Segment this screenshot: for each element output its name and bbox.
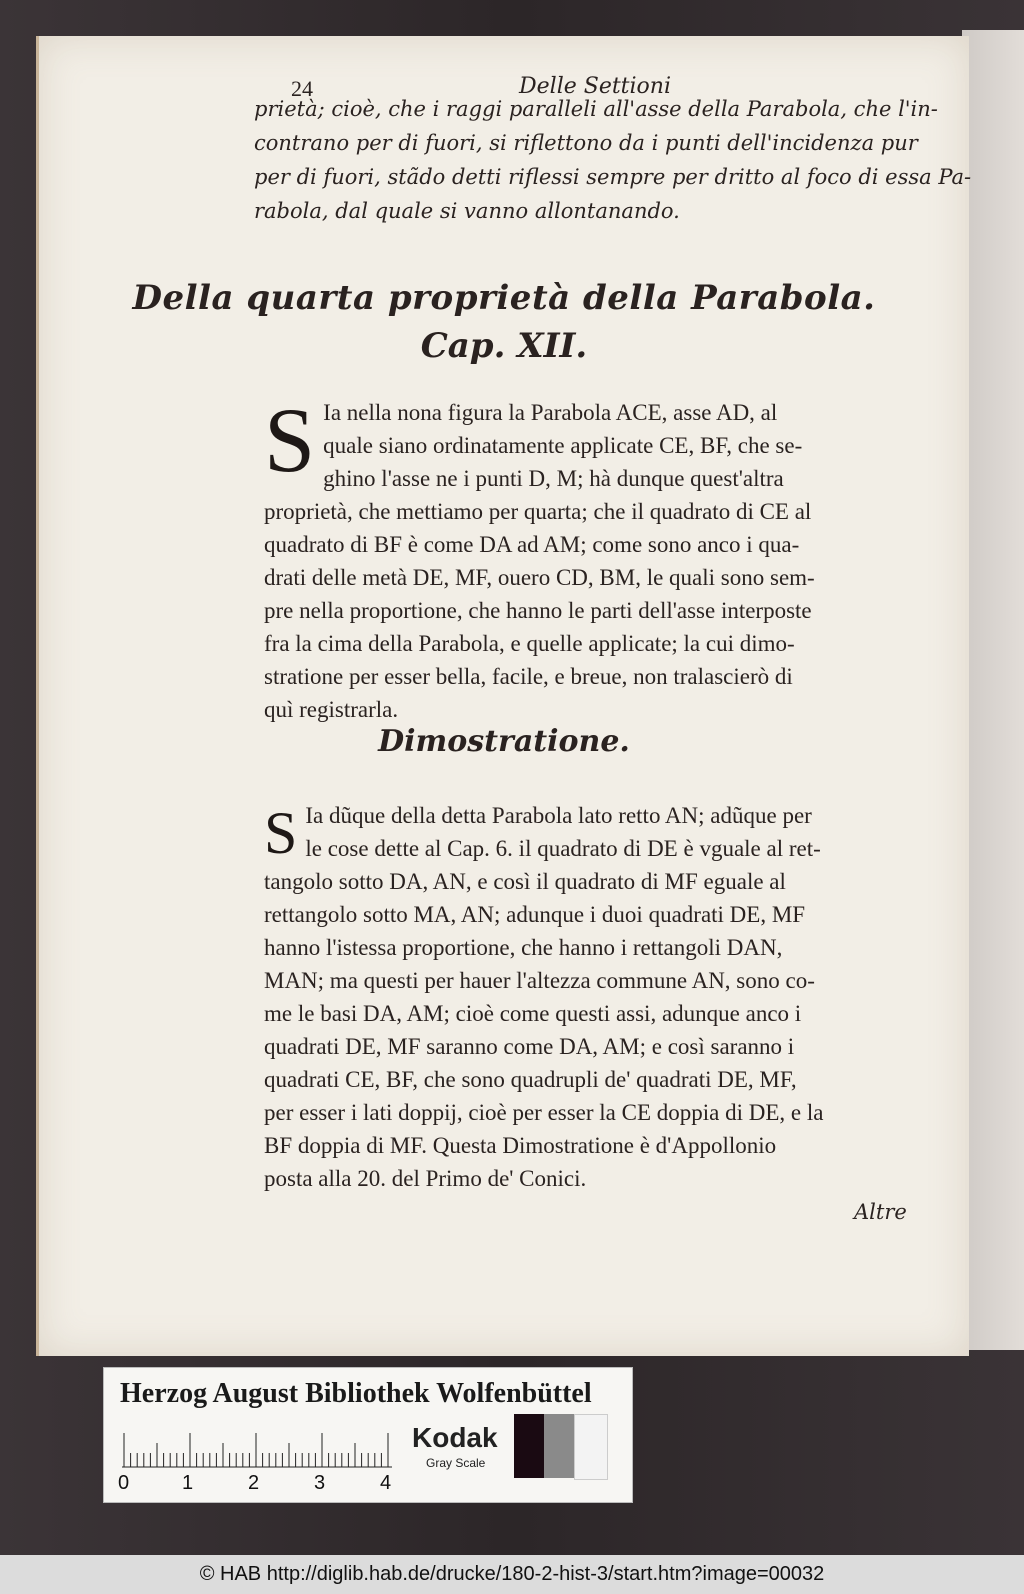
text-line: BF doppia di MF. Questa Dimostratione è d'Appollonio	[264, 1133, 777, 1158]
text-line: proprietà, che mettiamo per quarta; che il quadrato di CE al	[264, 499, 812, 524]
ruler-scale	[122, 1432, 392, 1468]
text-line: MAN; ma questi per hauer l'altezza commune AN, sono co-	[264, 968, 815, 993]
chapter-number: Cap. XII.	[420, 326, 588, 366]
paragraph	[264, 799, 954, 1195]
kodak-logo: Kodak	[412, 1422, 498, 1453]
text-line: prietà; cioè, che i raggi paralleli all'asse della Parabola, che l'in-	[254, 97, 938, 121]
gray-swatch-mid	[544, 1414, 574, 1478]
text-line: Ia nella nona figura la Parabola ACE, asse AD, al	[323, 400, 778, 425]
text-line: quadrati CE, BF, che sono quadrupli de' quadrati DE, MF,	[264, 1067, 797, 1092]
ruler-label: 1	[182, 1472, 194, 1494]
text-line: tangolo sotto DA, AN, e così il quadrato di MF eguale al	[264, 869, 786, 894]
ruler-label: 0	[118, 1472, 130, 1494]
paragraph	[264, 389, 954, 726]
ruler-label: 2	[248, 1472, 260, 1494]
text-line: le cose dette al Cap. 6. il quadrato di DE è vguale al ret-	[305, 836, 821, 861]
catchword: Altre	[854, 1200, 907, 1224]
text-line: quale siano ordinatamente applicate CE, BF, che se-	[323, 433, 803, 458]
text-line: quadrati DE, MF saranno come DA, AM; e così saranno i	[264, 1034, 795, 1059]
section-heading: Dimostratione.	[378, 724, 630, 759]
book-page	[36, 36, 972, 1356]
facing-page-edge	[962, 30, 1024, 1350]
chapter-title: Della quarta proprietà della Parabola.	[132, 278, 876, 318]
color-target-card	[103, 1367, 633, 1503]
text-line: stratione per esser bella, facile, e breue, non tralascierò di	[264, 664, 793, 689]
ruler-label: 4	[380, 1472, 392, 1494]
running-head: Delle Settioni	[519, 74, 672, 99]
text-line: ghino l'asse ne i punti D, M; hà dunque quest'altra	[323, 466, 784, 491]
gray-swatch-light	[574, 1414, 608, 1480]
drop-cap: S	[264, 800, 298, 866]
page-number: 24	[291, 76, 313, 101]
text-line: hanno l'istessa proportione, che hanno i rettangoli DAN,	[264, 935, 783, 960]
text-line: drati delle metà DE, MF, ouero CD, BM, le quali sono sem-	[264, 565, 815, 590]
intro-text	[254, 92, 972, 228]
text-line: fra la cima della Parabola, e quelle applicate; la cui dimo-	[264, 631, 795, 656]
library-name: Herzog August Bibliothek Wolfenbüttel	[120, 1378, 592, 1409]
text-line: rettangolo sotto MA, AN; adunque i duoi quadrati DE, MF	[264, 902, 806, 927]
text-line: quì registrarla.	[264, 697, 399, 722]
copyright-footer: © HAB http://diglib.hab.de/drucke/180-2-hist-3/start.htm?image=00032	[0, 1555, 1024, 1594]
drop-cap: S	[264, 389, 316, 491]
text-line: Ia dũque della detta Parabola lato retto AN; adũque per	[305, 803, 812, 828]
text-line: per di fuori, stãdo detti riflessi sempre per dritto al foco di essa Pa-	[254, 165, 972, 189]
text-line: quadrato di BF è come DA ad AM; come sono anco i qua-	[264, 532, 800, 557]
text-line: posta alla 20. del Primo de' Conici.	[264, 1166, 587, 1191]
ruler-label: 3	[314, 1472, 326, 1494]
gray-swatch-black	[514, 1414, 544, 1478]
text-line: rabola, dal quale si vanno allontanando.	[254, 199, 680, 223]
text-line: contrano per di fuori, si riflettono da i punti dell'incidenza pur	[254, 131, 918, 155]
gray-scale-label: Gray Scale	[426, 1456, 486, 1470]
text-line: me le basi DA, AM; cioè come questi assi, adunque anco i	[264, 1001, 802, 1026]
text-line: per esser i lati doppij, cioè per esser la CE doppia di DE, e la	[264, 1100, 824, 1125]
text-line: pre nella proportione, che hanno le parti dell'asse interposte	[264, 598, 812, 623]
